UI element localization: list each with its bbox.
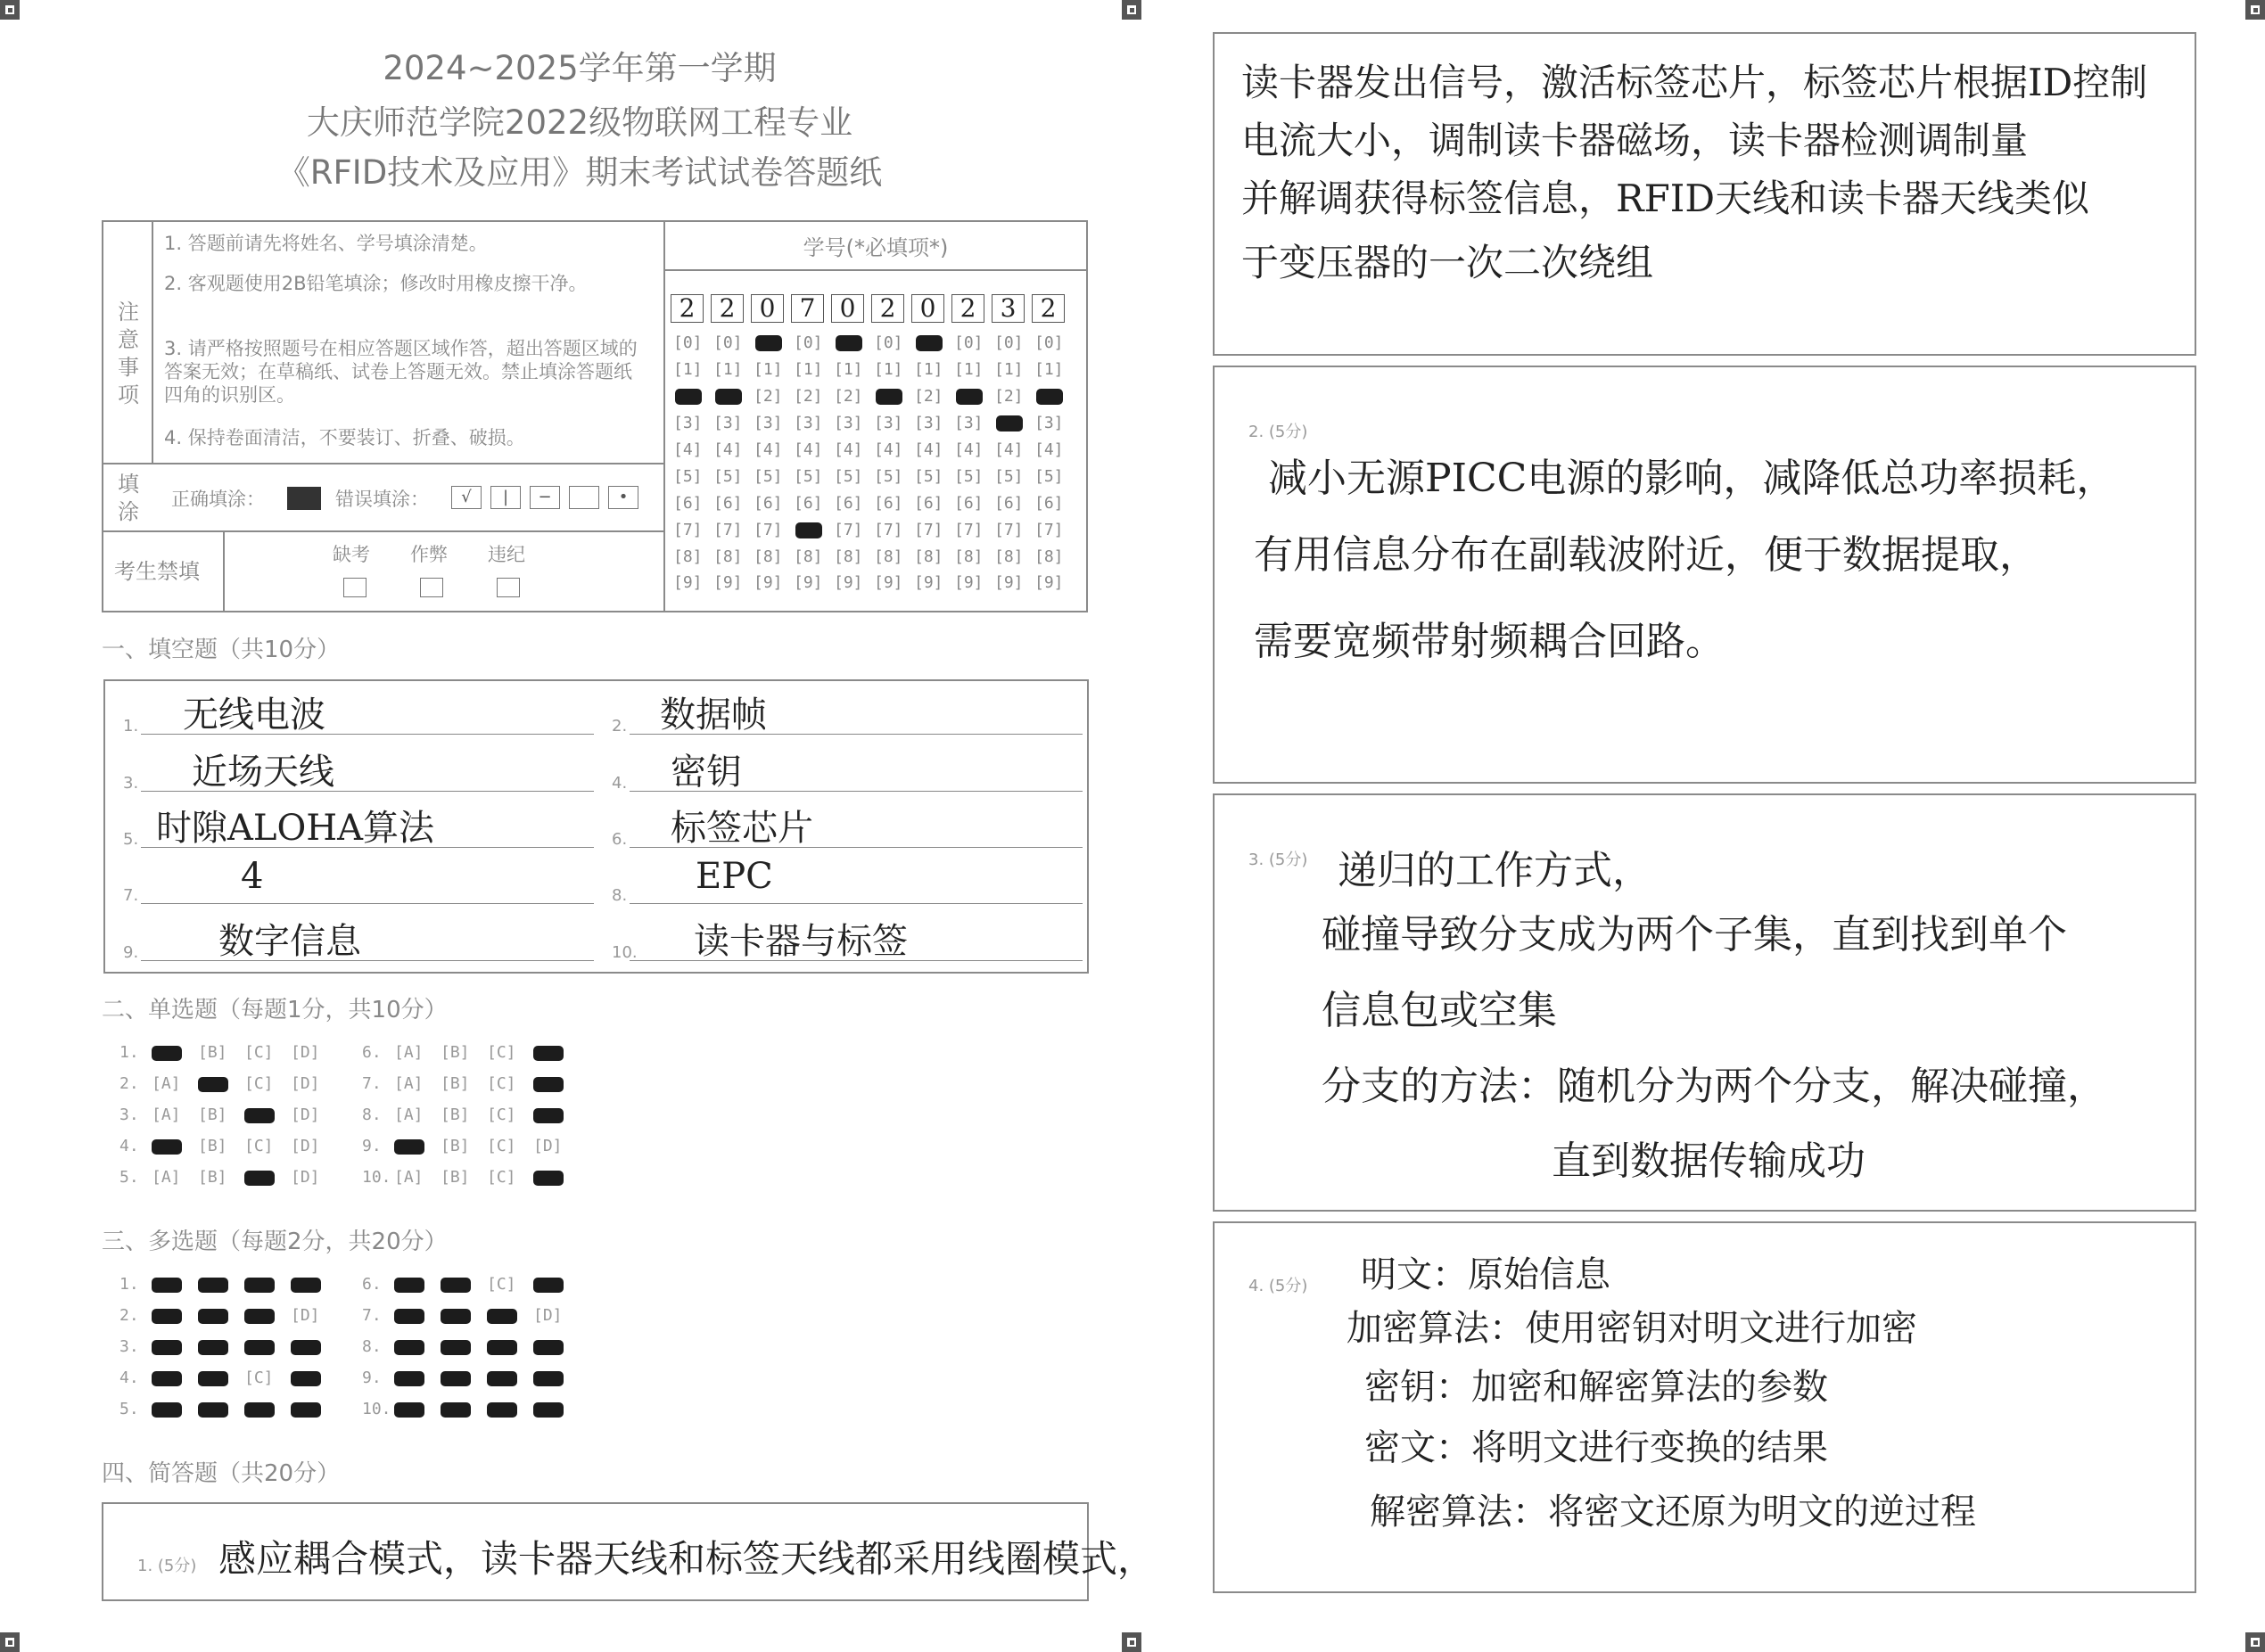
question-number: 1.	[119, 1275, 139, 1294]
student-id-bubble[interactable]: [5]	[794, 467, 823, 486]
option-b-filled[interactable]	[441, 1340, 471, 1355]
notice-item-3: 3. 请严格按照题号在相应答题区域作答，超出答题区域的答案无效；在草稿纸、试卷上答题无效。禁止填涂答题纸四角的识别区。	[164, 338, 638, 406]
question-number: 10.	[362, 1400, 391, 1418]
option-c-filled[interactable]	[244, 1340, 275, 1355]
blank-answer: 数据帧	[660, 694, 767, 736]
blank-answer: 密钥	[671, 752, 742, 793]
option-b-filled[interactable]	[198, 1309, 228, 1324]
student-id-bubble[interactable]: [4]	[954, 440, 984, 459]
student-id-bubble[interactable]: [1]	[1034, 360, 1064, 379]
student-id-bubble[interactable]: [9]	[794, 573, 823, 592]
student-id-digit: 7	[791, 294, 824, 323]
option-b-filled[interactable]	[198, 1402, 228, 1418]
question-number: 4.	[119, 1368, 139, 1387]
student-id-bubble[interactable]: [6]	[874, 494, 903, 513]
student-id-bubble[interactable]: [5]	[914, 467, 943, 486]
option-d[interactable]: [D]	[533, 1306, 563, 1325]
student-id-bubble[interactable]: [6]	[673, 494, 703, 513]
question-number: 5.	[119, 1168, 139, 1187]
q4-label: 4. (5分)	[1248, 1277, 1308, 1295]
student-id-bubble[interactable]: [7]	[713, 521, 743, 539]
blank-line	[630, 903, 1083, 904]
option-b[interactable]: [B]	[441, 1137, 470, 1155]
student-id-bubble[interactable]: [1]	[954, 360, 984, 379]
correct-fill-label: 正确填涂：	[171, 489, 265, 510]
question-number: 2.	[119, 1306, 139, 1325]
student-id-bubble[interactable]: [9]	[874, 573, 903, 592]
exam-term: 2024~2025学年第一学期	[383, 49, 777, 87]
student-id-bubble[interactable]: [5]	[713, 467, 743, 486]
student-id-bubble[interactable]: [7]	[1034, 521, 1064, 539]
blank-answer: 近场天线	[192, 752, 334, 793]
question-number: 1.	[119, 1043, 139, 1062]
option-d-filled[interactable]	[291, 1340, 321, 1355]
option-d[interactable]: [D]	[533, 1137, 563, 1155]
student-id-bubble-filled[interactable]	[675, 389, 702, 405]
fill-bottom-divider	[103, 530, 663, 532]
student-id-bubble[interactable]: [5]	[834, 467, 863, 486]
student-id-bubble[interactable]: [2]	[834, 387, 863, 406]
option-c-filled[interactable]	[244, 1309, 275, 1324]
student-id-bubble[interactable]: [9]	[1034, 573, 1064, 592]
blank-answer: 无线电波	[183, 694, 325, 736]
option-c[interactable]: [C]	[487, 1043, 516, 1062]
option-b[interactable]: [B]	[441, 1105, 470, 1124]
q1-line-1: 感应耦合模式，读卡器天线和标签天线都采用线圈模式，	[218, 1537, 1156, 1581]
cheat-label: 作弊	[410, 544, 448, 565]
option-a[interactable]: [A]	[394, 1043, 424, 1062]
option-d[interactable]: [D]	[291, 1306, 320, 1325]
blank-answer: EPC	[696, 856, 773, 897]
option-a-filled[interactable]	[394, 1139, 424, 1155]
option-a-filled[interactable]	[152, 1139, 182, 1155]
forbid-label: 考生禁填	[114, 559, 200, 584]
corner-mark-bottom-middle	[1122, 1632, 1141, 1652]
question-number: 10.	[362, 1168, 391, 1187]
student-id-bubble[interactable]: [8]	[794, 547, 823, 566]
option-c-filled[interactable]	[487, 1402, 517, 1418]
q2-line-2: 有用信息分布在副载波附近，便于数据提取，	[1254, 532, 2038, 578]
student-id-bubble[interactable]: [1]	[874, 360, 903, 379]
student-id-bubble[interactable]: [1]	[794, 360, 823, 379]
student-id-bubble[interactable]: [5]	[874, 467, 903, 486]
student-id-bubble[interactable]: [5]	[673, 467, 703, 486]
student-id-digit: 3	[992, 294, 1025, 323]
student-id-bubble[interactable]: [0]	[994, 333, 1024, 352]
student-id-bubble[interactable]: [0]	[1034, 333, 1064, 352]
option-d[interactable]: [D]	[291, 1105, 320, 1124]
option-a[interactable]: [A]	[152, 1074, 181, 1093]
blank-number: 1.	[123, 717, 139, 736]
option-d[interactable]: [D]	[291, 1137, 320, 1155]
student-id-bubble[interactable]: [1]	[754, 360, 783, 379]
option-c[interactable]: [C]	[487, 1168, 516, 1187]
option-c-filled[interactable]	[244, 1278, 275, 1293]
option-a-filled[interactable]	[394, 1278, 424, 1293]
option-c-filled[interactable]	[487, 1309, 517, 1324]
student-id-bubble[interactable]: [2]	[794, 387, 823, 406]
q4-line-4: 密文：将明文进行变换的结果	[1364, 1427, 1828, 1468]
option-c[interactable]: [C]	[244, 1368, 274, 1387]
panel-mid-divider	[663, 222, 665, 611]
option-a-filled[interactable]	[152, 1046, 182, 1061]
student-id-digit: 2	[671, 294, 704, 323]
corner-mark-bottom-left	[0, 1632, 20, 1652]
option-a-filled[interactable]	[394, 1309, 424, 1324]
student-id-bubble[interactable]: [0]	[874, 333, 903, 352]
blank-number: 2.	[612, 717, 628, 736]
student-id-bubble[interactable]: [3]	[834, 414, 863, 432]
student-id-bubble[interactable]: [8]	[754, 547, 783, 566]
option-a[interactable]: [A]	[394, 1074, 424, 1093]
option-a-filled[interactable]	[152, 1309, 182, 1324]
question-number: 8.	[362, 1105, 382, 1124]
student-id-bubble[interactable]: [4]	[713, 440, 743, 459]
student-id-digit: 0	[831, 294, 864, 323]
student-id-digit: 0	[751, 294, 784, 323]
q3-line-2: 碰撞导致分支成为两个子集，直到找到单个	[1322, 912, 2067, 958]
section4-title: 四、简答题（共20分）	[102, 1460, 341, 1487]
option-b-filled[interactable]	[441, 1402, 471, 1418]
student-id-bubble[interactable]: [6]	[1034, 494, 1064, 513]
option-d[interactable]: [D]	[291, 1074, 320, 1093]
blank-number: 3.	[123, 774, 139, 793]
student-id-label: 学号(*必填项*)	[803, 235, 949, 260]
option-b[interactable]: [B]	[198, 1043, 227, 1062]
option-b[interactable]: [B]	[441, 1074, 470, 1093]
student-id-bubble[interactable]: [7]	[673, 521, 703, 539]
student-id-bubble[interactable]: [2]	[914, 387, 943, 406]
question-number: 7.	[362, 1074, 382, 1093]
wrong-fill-label: 错误填涂：	[335, 489, 429, 510]
section1-title: 一、填空题（共10分）	[102, 637, 341, 663]
student-id-bubble[interactable]: [4]	[914, 440, 943, 459]
option-c[interactable]: [C]	[244, 1074, 274, 1093]
student-id-bubble[interactable]: [9]	[954, 573, 984, 592]
student-id-bubble[interactable]: [7]	[834, 521, 863, 539]
question-number: 5.	[119, 1400, 139, 1418]
corner-mark-bottom-right	[2245, 1632, 2265, 1652]
forbid-divider	[223, 532, 225, 611]
option-a-filled[interactable]	[394, 1402, 424, 1418]
option-a[interactable]: [A]	[394, 1105, 424, 1124]
student-id-label-divider	[665, 269, 1086, 271]
question-number: 6.	[362, 1275, 382, 1294]
absent-label: 缺考	[333, 544, 370, 565]
student-id-digit: 2	[711, 294, 744, 323]
correct-fill-sample	[287, 487, 321, 510]
q1-line-4: 并解调获得标签信息，RFID天线和读卡器天线类似	[1241, 177, 2090, 220]
option-b-filled[interactable]	[198, 1077, 228, 1092]
option-b-filled[interactable]	[441, 1278, 471, 1293]
student-id-bubble[interactable]: [3]	[673, 414, 703, 432]
question-number: 4.	[119, 1137, 139, 1155]
section3-title: 三、多选题（每题2分，共20分）	[102, 1229, 448, 1255]
student-id-bubble[interactable]: [2]	[994, 387, 1024, 406]
student-id-bubble[interactable]: [8]	[713, 547, 743, 566]
question-number: 8.	[362, 1337, 382, 1356]
q2-line-1: 减小无源PICC电源的影响，减降低总功率损耗，	[1268, 456, 2116, 501]
student-id-bubble[interactable]: [8]	[673, 547, 703, 566]
q1-line-5: 于变压器的一次二次绕组	[1241, 241, 1654, 284]
blank-number: 10.	[612, 943, 638, 962]
student-id-bubble[interactable]: [5]	[1034, 467, 1064, 486]
option-b-filled[interactable]	[441, 1371, 471, 1386]
option-d-filled[interactable]	[291, 1402, 321, 1418]
student-id-bubble[interactable]: [4]	[874, 440, 903, 459]
student-id-bubble[interactable]: [8]	[834, 547, 863, 566]
option-d-filled[interactable]	[533, 1077, 564, 1092]
question-number: 3.	[119, 1105, 139, 1124]
student-id-bubble[interactable]: [6]	[994, 494, 1024, 513]
blank-line	[141, 960, 594, 961]
student-id-bubble[interactable]: [3]	[914, 414, 943, 432]
student-id-bubble[interactable]: [6]	[914, 494, 943, 513]
student-id-bubble[interactable]: [6]	[954, 494, 984, 513]
q2-line-3: 需要宽频带射频耦合回路。	[1254, 619, 1725, 664]
student-id-bubble-filled[interactable]	[916, 335, 943, 351]
student-id-bubble[interactable]: [7]	[914, 521, 943, 539]
student-id-digit: 2	[871, 294, 904, 323]
student-id-bubble[interactable]: [0]	[673, 333, 703, 352]
blank-number: 9.	[123, 943, 139, 962]
option-d[interactable]: [D]	[291, 1043, 320, 1062]
question-number: 9.	[362, 1368, 382, 1387]
corner-mark-top-left	[0, 0, 20, 20]
blank-answer: 4	[241, 856, 264, 897]
notice-item-4: 4. 保持卷面清洁，不要装订、折叠、破损。	[164, 427, 525, 448]
blank-number: 6.	[612, 830, 628, 849]
exam-institution: 大庆师范学院2022级物联网工程专业	[306, 103, 853, 142]
notice-label: 注意事项	[118, 300, 139, 407]
option-d-filled[interactable]	[533, 1046, 564, 1061]
option-a[interactable]: [A]	[394, 1168, 424, 1187]
option-d-filled[interactable]	[291, 1278, 321, 1293]
q4-line-1: 明文：原始信息	[1361, 1254, 1610, 1295]
option-b[interactable]: [B]	[441, 1168, 470, 1187]
student-id-bubble-filled[interactable]	[795, 522, 822, 538]
option-b-filled[interactable]	[198, 1371, 228, 1386]
student-id-bubble[interactable]: [3]	[794, 414, 823, 432]
student-id-bubble[interactable]: [2]	[754, 387, 783, 406]
wrong-fill-empty	[569, 486, 599, 509]
blank-number: 4.	[612, 774, 628, 793]
option-b[interactable]: [B]	[198, 1137, 227, 1155]
q1-line-3: 电流大小，调制读卡器磁场，读卡器检测调制量	[1241, 119, 2029, 162]
student-id-bubble[interactable]: [8]	[994, 547, 1024, 566]
option-c-filled[interactable]	[487, 1340, 517, 1355]
question-number: 7.	[362, 1306, 382, 1325]
option-c[interactable]: [C]	[487, 1074, 516, 1093]
student-id-bubble[interactable]: [3]	[1034, 414, 1064, 432]
student-id-bubble[interactable]: [1]	[994, 360, 1024, 379]
option-a-filled[interactable]	[152, 1402, 182, 1418]
q4-line-5: 解密算法：将密文还原为明文的逆过程	[1370, 1492, 1976, 1533]
option-b[interactable]: [B]	[198, 1168, 227, 1187]
notice-divider	[152, 222, 153, 463]
student-id-bubble[interactable]: [7]	[874, 521, 903, 539]
cheat-checkbox[interactable]	[420, 578, 443, 597]
student-id-bubble[interactable]: [1]	[834, 360, 863, 379]
student-id-digit: 0	[911, 294, 944, 323]
q2-label: 2. (5分)	[1248, 423, 1308, 441]
student-id-bubble[interactable]: [9]	[713, 573, 743, 592]
student-id-digit: 2	[1032, 294, 1065, 323]
student-id-bubble[interactable]: [4]	[1034, 440, 1064, 459]
student-id-bubble[interactable]: [3]	[713, 414, 743, 432]
wrong-fill-dot: •	[608, 486, 638, 509]
student-id-bubble[interactable]: [3]	[874, 414, 903, 432]
option-d-filled[interactable]	[291, 1371, 321, 1386]
option-d[interactable]: [D]	[291, 1168, 320, 1187]
student-id-bubble[interactable]: [0]	[713, 333, 743, 352]
student-id-bubble[interactable]: [6]	[834, 494, 863, 513]
option-a-filled[interactable]	[394, 1340, 424, 1355]
student-id-bubble[interactable]: [4]	[834, 440, 863, 459]
option-d-filled[interactable]	[533, 1171, 564, 1186]
student-id-bubble[interactable]: [7]	[994, 521, 1024, 539]
q1-line-2: 读卡器发出信号，激活标签芯片，标签芯片根据ID控制	[1241, 61, 2148, 104]
option-a-filled[interactable]	[152, 1278, 182, 1293]
fill-label: 填涂	[118, 472, 139, 524]
option-b[interactable]: [B]	[198, 1105, 227, 1124]
student-id-bubble[interactable]: [8]	[874, 547, 903, 566]
absent-checkbox[interactable]	[343, 578, 367, 597]
option-c[interactable]: [C]	[487, 1137, 516, 1155]
student-id-bubble[interactable]: [5]	[754, 467, 783, 486]
student-id-bubble[interactable]: [0]	[794, 333, 823, 352]
student-id-bubble[interactable]: [4]	[794, 440, 823, 459]
violation-checkbox[interactable]	[497, 578, 520, 597]
blank-line	[141, 903, 594, 904]
student-id-bubble[interactable]: [4]	[673, 440, 703, 459]
wrong-fill-bar: |	[490, 486, 521, 509]
option-c-filled[interactable]	[244, 1171, 275, 1186]
student-id-bubble[interactable]: [6]	[754, 494, 783, 513]
violation-label: 违纪	[488, 544, 525, 565]
option-c[interactable]: [C]	[487, 1275, 516, 1294]
q3-label: 3. (5分)	[1248, 851, 1308, 869]
option-c-filled[interactable]	[487, 1371, 517, 1386]
exam-title: 《RFID技术及应用》期末考试试卷答题纸	[276, 153, 883, 192]
student-id-bubble[interactable]: [7]	[954, 521, 984, 539]
corner-mark-top-middle	[1122, 0, 1141, 20]
student-id-bubble[interactable]: [4]	[994, 440, 1024, 459]
question-number: 2.	[119, 1074, 139, 1093]
student-id-bubble[interactable]: [7]	[754, 521, 783, 539]
student-id-bubble-filled[interactable]	[876, 389, 902, 405]
student-id-bubble-filled[interactable]	[996, 415, 1023, 431]
option-a-filled[interactable]	[394, 1371, 424, 1386]
blank-answer: 数字信息	[218, 921, 361, 962]
student-id-bubble[interactable]: [1]	[914, 360, 943, 379]
student-id-bubble[interactable]: [4]	[754, 440, 783, 459]
option-d-filled[interactable]	[533, 1108, 564, 1123]
option-a-filled[interactable]	[152, 1371, 182, 1386]
student-id-bubble[interactable]: [1]	[673, 360, 703, 379]
option-c[interactable]: [C]	[244, 1137, 274, 1155]
student-id-bubble-filled[interactable]	[1036, 389, 1063, 405]
blank-number: 8.	[612, 886, 628, 905]
corner-mark-top-right	[2245, 0, 2265, 20]
option-b-filled[interactable]	[441, 1309, 471, 1324]
wrong-fill-dash: −	[530, 486, 560, 509]
question-number: 9.	[362, 1137, 382, 1155]
student-id-bubble[interactable]: [5]	[994, 467, 1024, 486]
q3-line-3: 信息包或空集	[1322, 988, 1557, 1033]
q3-line-5: 直到数据传输成功	[1552, 1138, 1866, 1184]
option-c[interactable]: [C]	[487, 1105, 516, 1124]
notice-bottom-divider	[103, 463, 663, 464]
option-b[interactable]: [B]	[441, 1043, 470, 1062]
student-id-bubble[interactable]: [3]	[754, 414, 783, 432]
student-id-bubble[interactable]: [0]	[954, 333, 984, 352]
q4-line-3: 密钥：加密和解密算法的参数	[1364, 1367, 1828, 1408]
student-id-bubble[interactable]: [3]	[954, 414, 984, 432]
question-number: 6.	[362, 1043, 382, 1062]
notice-item-2: 2. 客观题使用2B铅笔填涂；修改时用橡皮擦干净。	[164, 273, 588, 294]
blank-answer: 标签芯片	[671, 808, 813, 849]
student-id-bubble[interactable]: [9]	[994, 573, 1024, 592]
student-id-bubble-filled[interactable]	[956, 389, 983, 405]
option-c-filled[interactable]	[244, 1108, 275, 1123]
option-d-filled[interactable]	[533, 1402, 564, 1418]
student-id-bubble[interactable]: [8]	[954, 547, 984, 566]
section2-title: 二、单选题（每题1分，共10分）	[102, 997, 448, 1023]
student-id-bubble[interactable]: [9]	[754, 573, 783, 592]
option-d-filled[interactable]	[533, 1340, 564, 1355]
student-id-bubble[interactable]: [1]	[713, 360, 743, 379]
student-id-bubble[interactable]: [6]	[794, 494, 823, 513]
student-id-bubble-filled[interactable]	[836, 335, 862, 351]
q3-line-1: 递归的工作方式，	[1338, 848, 1651, 893]
student-id-bubble[interactable]: [9]	[914, 573, 943, 592]
student-id-bubble-filled[interactable]	[715, 389, 742, 405]
q3-line-4: 分支的方法：随机分为两个分支，解决碰撞，	[1322, 1064, 2106, 1109]
option-a[interactable]: [A]	[152, 1105, 181, 1124]
student-id-bubble[interactable]: [8]	[1034, 547, 1064, 566]
student-id-bubble[interactable]: [9]	[834, 573, 863, 592]
student-id-bubble-filled[interactable]	[755, 335, 782, 351]
blank-number: 7.	[123, 886, 139, 905]
option-b-filled[interactable]	[198, 1278, 228, 1293]
question-number: 3.	[119, 1337, 139, 1356]
q4-line-2: 加密算法：使用密钥对明文进行加密	[1347, 1308, 1917, 1349]
notice-item-1: 1. 答题前请先将姓名、学号填涂清楚。	[164, 233, 488, 254]
option-b-filled[interactable]	[198, 1340, 228, 1355]
student-id-bubble[interactable]: [8]	[914, 547, 943, 566]
option-d-filled[interactable]	[533, 1278, 564, 1293]
student-id-bubble[interactable]: [9]	[673, 573, 703, 592]
student-id-bubble[interactable]: [6]	[713, 494, 743, 513]
blank-number: 5.	[123, 830, 139, 849]
q1-label: 1. (5分)	[137, 1557, 197, 1575]
wrong-fill-check: √	[451, 486, 482, 509]
option-a[interactable]: [A]	[152, 1168, 181, 1187]
option-c-filled[interactable]	[244, 1402, 275, 1418]
option-a-filled[interactable]	[152, 1340, 182, 1355]
blank-answer: 时隙ALOHA算法	[156, 808, 435, 849]
option-d-filled[interactable]	[533, 1371, 564, 1386]
option-c[interactable]: [C]	[244, 1043, 274, 1062]
student-id-bubble[interactable]: [5]	[954, 467, 984, 486]
student-id-digit: 2	[951, 294, 984, 323]
blank-answer: 读卡器与标签	[694, 921, 908, 962]
